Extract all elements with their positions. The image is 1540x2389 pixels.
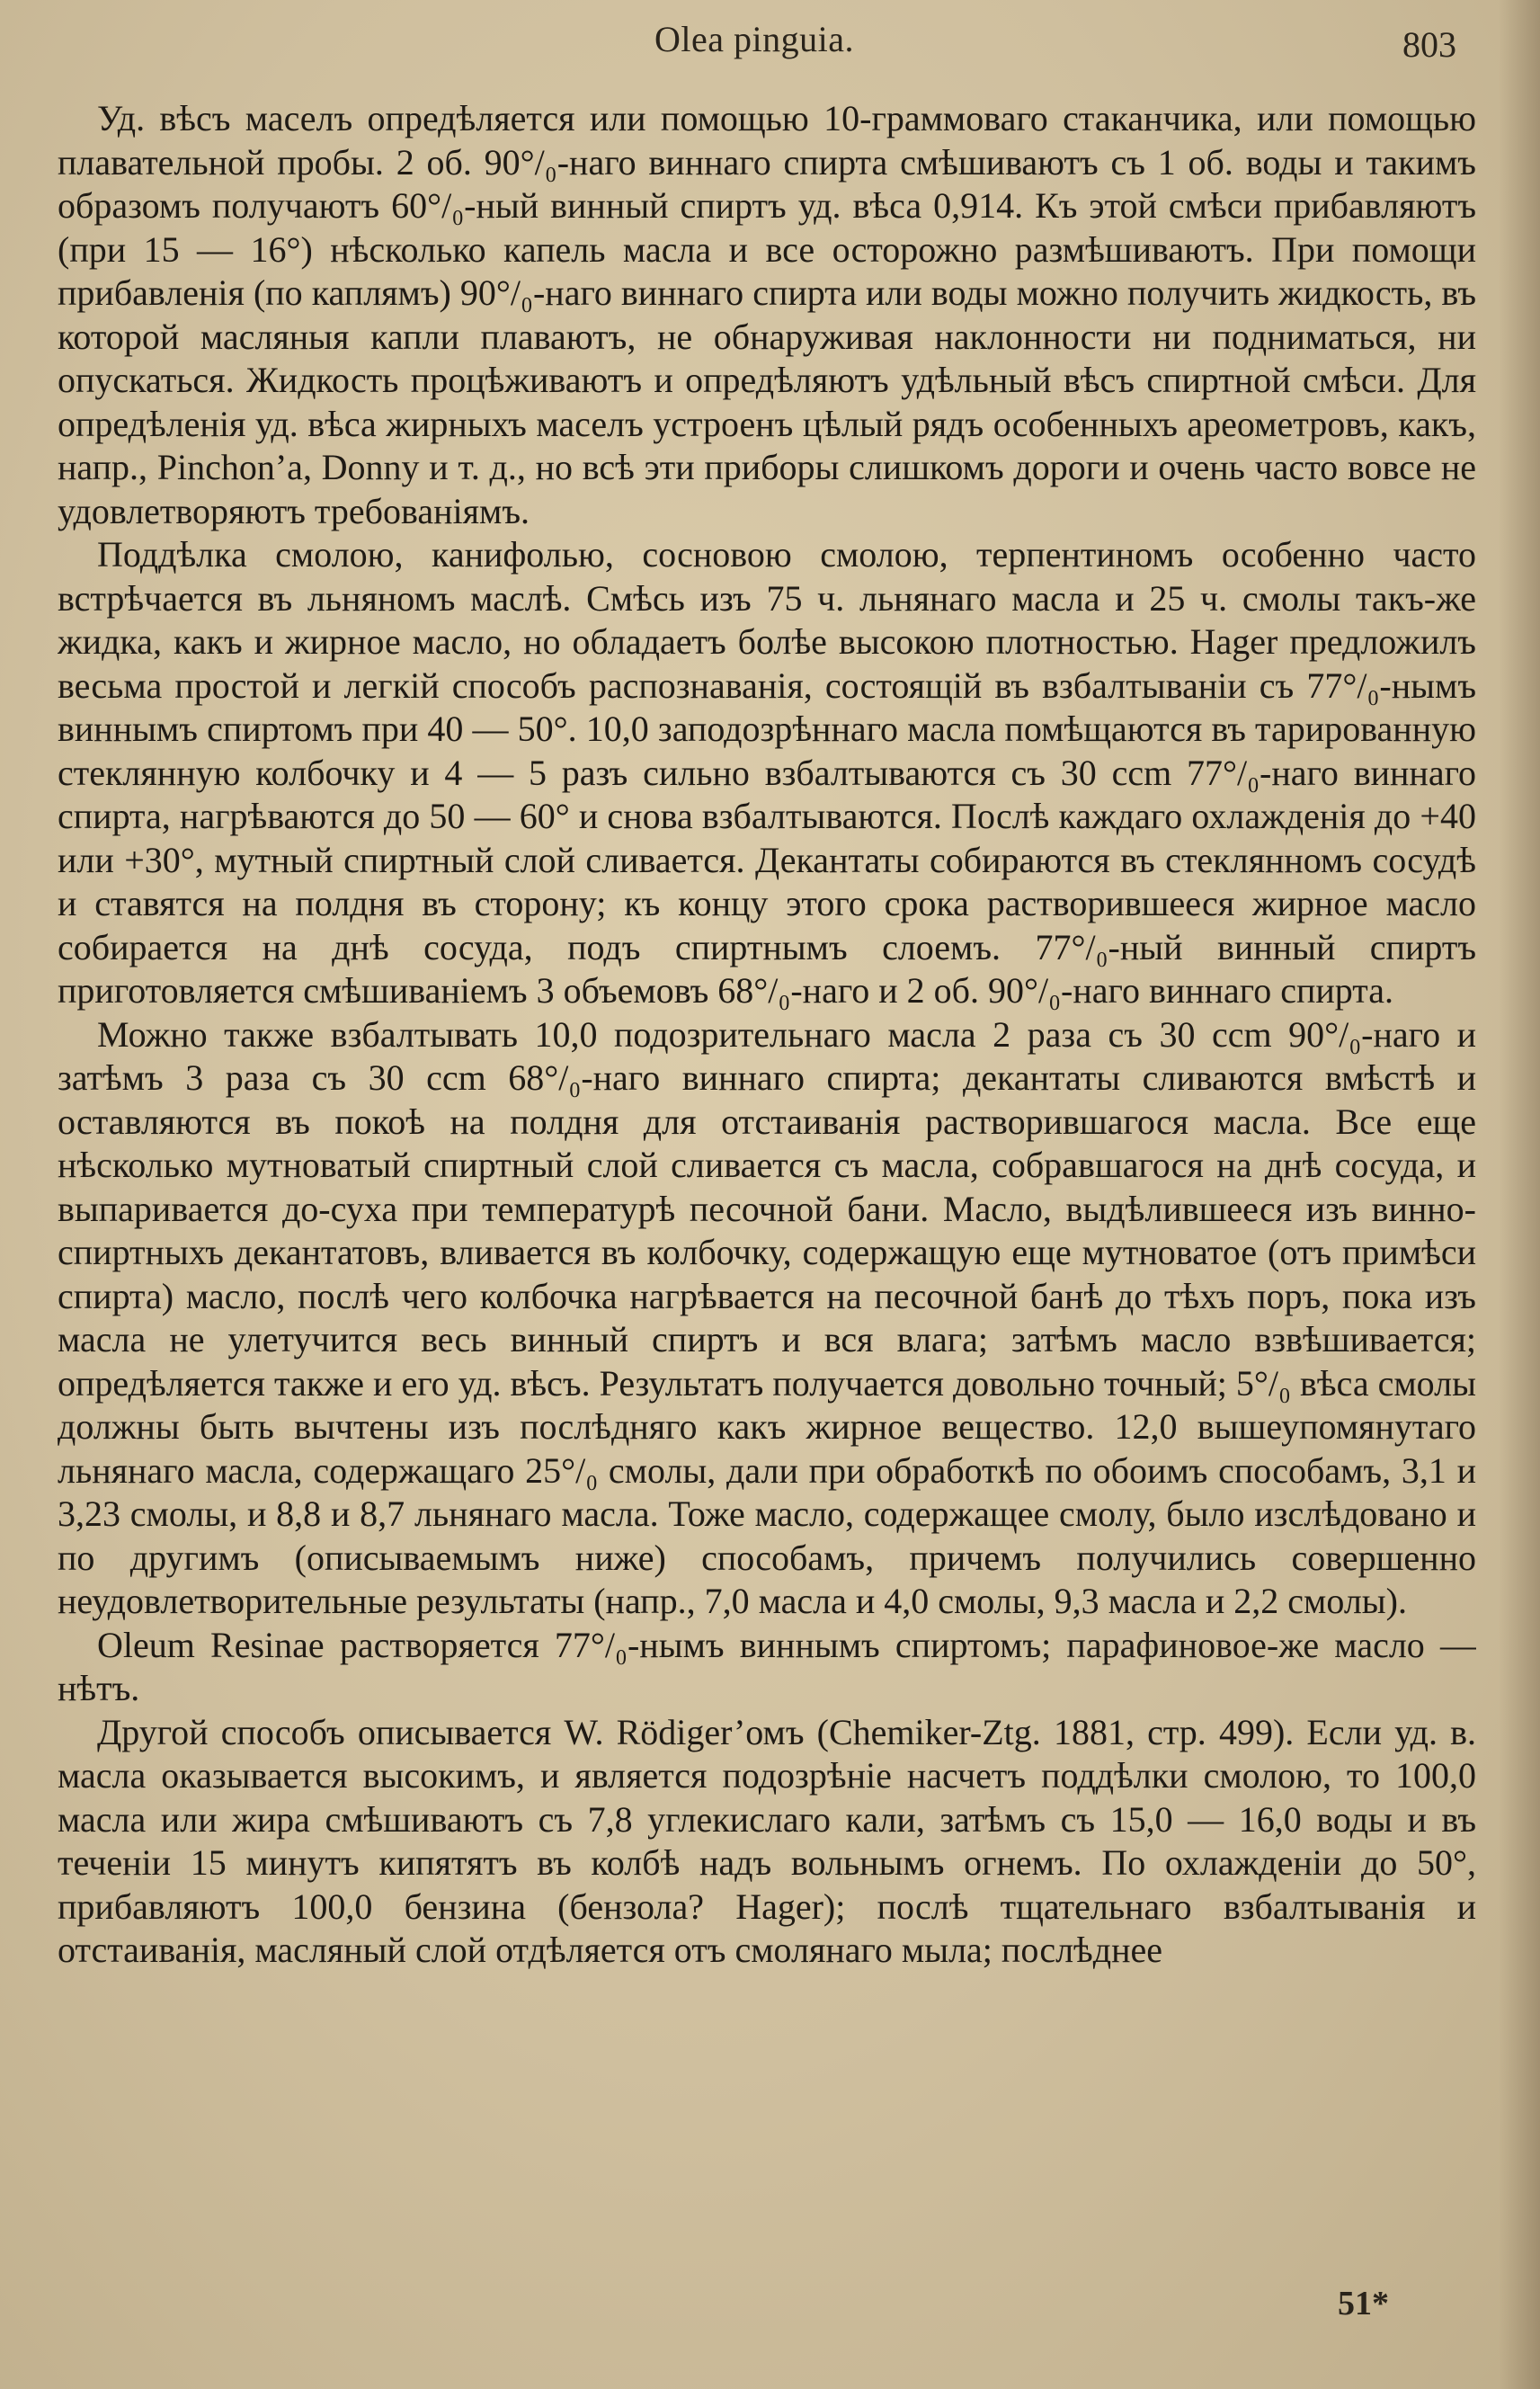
body-text [58, 97, 1476, 2237]
page-edge-shadow [1499, 0, 1540, 2389]
printer-signature-mark: 51* [1338, 2285, 1389, 2322]
running-title: Olea pinguia. [654, 19, 854, 59]
running-head [0, 18, 1540, 72]
paragraph-shaking-method: Можно также взбалтывать 10,0 подозрительнаго масла 2 раза съ 30 ccm 90°/₀-наго и затѣмъ 3 раза съ 30 ccm 68°/₀-наго виннаго спирта; декантаты сливаются вмѣстѣ и оставляются въ покоѣ на полдня для отстаиванія растворившагося масла. Все еще нѣсколько мутноватый спиртный слой сливается съ масла, собравшагося на днѣ сосуда, и выпаривается до-суха при температурѣ песочной бани. Масло, выдѣлившееся изъ винно-спиртныхъ декантатовъ, вливается въ колбочку, содержащую еще мутноватое (отъ примѣси спирта) масло, послѣ чего колбочка нагрѣвается на песочной банѣ до тѣхъ поръ, пока изъ масла не улетучится весь винный спиртъ и вся влага; затѣмъ масло взвѣшивается; опредѣляется также и его уд. вѣсъ. Результатъ получается довольно точный; 5°/₀ вѣса смолы должны быть вычтены изъ послѣдняго какъ жирное вещество. 12,0 вышеупомянутаго льнянаго масла, содержащаго 25°/₀ смолы, дали при обработкѣ по обоимъ способамъ, 3,1 и 3,23 смолы, и 8,8 и 8,7 льнянаго масла. Тоже масло, содержащее смолу, было изслѣдовано и по другимъ (описываемымъ ниже) способамъ, причемъ получились совершенно неудовлетворительные результаты (напр., 7,0 масла и 4,0 смолы, 9,3 масла и 2,2 смолы). [58, 1013, 1476, 1621]
paragraph-specific-gravity: Уд. вѣсъ маселъ опредѣляется или помощью 10-граммоваго стаканчика, или помощью плавательной пробы. 2 об. 90°/₀-наго виннаго спирта смѣшиваютъ съ 1 об. воды и такимъ образомъ получаютъ 60°/₀-ный винный спиртъ уд. вѣса 0,914. Къ этой смѣси прибавляютъ (при 15 — 16°) нѣсколько капель масла и все осторожно размѣшиваютъ. При помощи прибавленія (по каплямъ) 90°/₀-наго виннаго спирта или воды можно получить жидкость, въ которой масляныя капли плаваютъ, не обнаруживая наклонности ни подниматься, ни опускаться. Жидкость процѣживаютъ и опредѣляютъ удѣльный вѣсъ спиртной смѣси. Для опредѣленія уд. вѣса жирныхъ маселъ устроенъ цѣлый рядъ особенныхъ ареометровъ, какъ, напр., Pinchon’a, Donny и т. д., но всѣ эти приборы слишкомъ дороги и очень часто вовсе не удовлетворяютъ требованіямъ. [58, 98, 1476, 531]
page-number: 803 [1402, 24, 1456, 65]
paragraph-rodiger-method: Другой способъ описывается W. Rödiger’омъ (Chemiker-Ztg. 1881, стр. 499). Если уд. в. масла оказывается высокимъ, и является подозрѣніе насчетъ поддѣлки смолою, то 100,0 масла или жира смѣшиваютъ съ 7,8 углекислаго кали, затѣмъ съ 15,0 — 16,0 воды и въ теченіи 15 минутъ кипятятъ въ колбѣ надъ вольнымъ огнемъ. По охлажденіи до 50°, прибавляютъ 100,0 бензина (бензола? Hager); послѣ тщательнаго взбалтыванія и отстаиванія, масляный слой отдѣляется отъ смолянаго мыла; послѣднее [58, 1711, 1476, 1970]
paragraph-oleum-resinae: Oleum Resinae растворяется 77°/₀-нымъ виннымъ спиртомъ; парафиновое-же масло — нѣтъ. [58, 1624, 1476, 1708]
paragraph-resin-adulteration: Поддѣлка смолою, канифолью, сосновою смолою, терпентиномъ особенно часто встрѣчается въ льняномъ маслѣ. Смѣсь изъ 75 ч. льнянаго масла и 25 ч. смолы такъ-же жидка, какъ и жирное масло, но обладаетъ болѣе высокою плотностью. Hager предложилъ весьма простой и легкій способъ распознаванія, состоящій въ взбалтываніи съ 77°/₀-нымъ виннымъ спиртомъ при 40 — 50°. 10,0 заподозрѣннаго масла помѣщаются въ тарированную стеклянную колбочку и 4 — 5 разъ сильно взбалтываются съ 30 ccm 77°/₀-наго виннаго спирта, нагрѣваются до 50 — 60° и снова взбалтываются. Послѣ каждаго охлажденія до +40 или +30°, мутный спиртный слой сливается. Декантаты собираются въ стеклянномъ сосудѣ и ставятся на полдня въ сторону; къ концу этого срока растворившееся жирное масло собирается на днѣ сосуда, подъ спиртнымъ слоемъ. 77°/₀-ный винный спиртъ приготовляется смѣшиваніемъ 3 объемовъ 68°/₀-наго и 2 об. 90°/₀-наго виннаго спирта. [58, 534, 1476, 1011]
